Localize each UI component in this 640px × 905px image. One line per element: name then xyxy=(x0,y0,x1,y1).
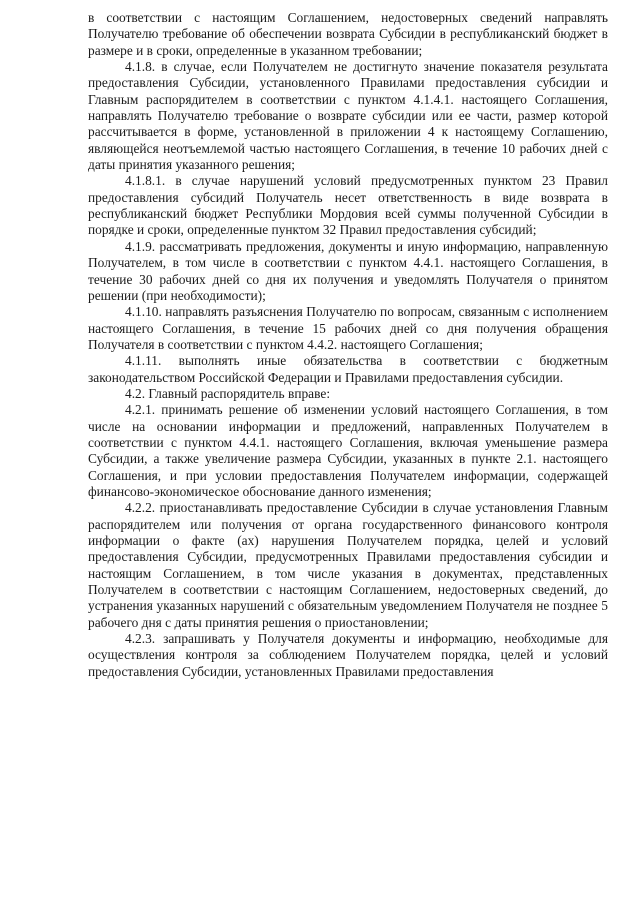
paragraph-4-2-3: 4.2.3. запрашивать у Получателя документы и информацию, необходимые для осуществления контроля за соблюдением Получателем порядка, целей и условий предоставления Субсидии, установленных Правилами предоставления xyxy=(88,631,608,679)
paragraph-4-1-9: 4.1.9. рассматривать предложения, документы и иную информацию, направленную Получателем, в том числе в соответствии с пунктом 4.4.1. настоящего Соглашения, в течение 30 рабочих дней со дня их получения и уведомлять Получателя о принятом решении (при необходимости); xyxy=(88,238,608,303)
paragraph-4-2-2: 4.2.2. приостанавливать предоставление Субсидии в случае установления Главным распорядителем или получения от органа государственного финансового контроля информации о факте (ах) нарушения Получателем порядка, целей и условий предоставления Субсидии, предусмотренных Правилами предоставления субсидии и настоящим Соглашением, в том числе указания в документах, представленных Получателем в соответствии с настоящим Соглашением, недостоверных сведений, до устранения указанных нарушений с обязательным уведомлением Получателя не позднее 5 рабочего дня с даты принятия решения о приостановлении; xyxy=(88,500,608,630)
paragraph-4-1-8: 4.1.8. в случае, если Получателем не достигнуто значение показателя результата предоставления Субсидии, установленного Правилами предоставления субсидии и Главным распорядителем в соответствии с пунктом 4.1.4.1. настоящего Соглашения, направлять Получателю требование о возврате субсидии или ее части, размер которой рассчитывается в форме, установленной в приложении 4 к настоящему Соглашению, являющейся неотъемлемой частью настоящего Соглашения, в течение 10 рабочих дней с даты принятия указанного решения; xyxy=(88,59,608,173)
paragraph-4-1-10: 4.1.10. направлять разъяснения Получателю по вопросам, связанным с исполнением настоящего Соглашения, в течение 15 рабочих дней со дня получения обращения Получателя в соответствии с пунктом 4.4.2. настоящего Соглашения; xyxy=(88,304,608,352)
paragraph-4-2-heading: 4.2. Главный распорядитель вправе: xyxy=(125,385,331,401)
paragraph-4-1-8-1: 4.1.8.1. в случае нарушений условий предусмотренных пунктом 23 Правил предоставления субсидий Получатель несет ответственность в виде возврата в республиканский бюджет Республики Мордовия всей суммы полученной Субсидии в порядке и сроки, определенные пунктом 32 Правил предоставления субсидий; xyxy=(88,173,608,238)
paragraph-continuation: в соответствии с настоящим Соглашением, недостоверных сведений направлять Получателю требование об обеспечении возврата Субсидии в республиканский бюджет в размере и в сроки, определенные в указанном требовании; xyxy=(88,10,608,58)
paragraph-4-1-11: 4.1.11. выполнять иные обязательства в соответствии с бюджетным законодательством Российской Федерации и Правилами предоставления субсидии. xyxy=(88,353,608,385)
paragraph-4-2-1: 4.2.1. принимать решение об изменении условий настоящего Соглашения, в том числе на основании информации и предложений, направленных Получателем в соответствии с пунктом 4.4.1. настоящего Соглашения, включая уменьшение размера Субсидии, а также увеличение размера Субсидии, указанных в пункте 2.1. настоящего Соглашения, и при условии предоставления Получателем информации, содержащей финансово-экономическое обоснование данного изменения; xyxy=(88,402,608,499)
